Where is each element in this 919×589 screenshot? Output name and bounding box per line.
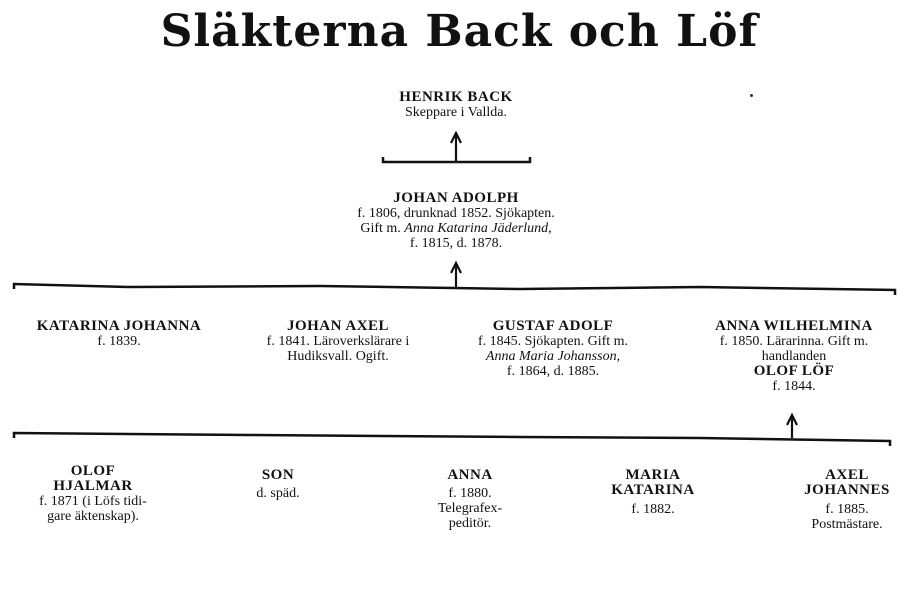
person-info: peditör. (448, 516, 492, 531)
person-name: KATARINA (611, 482, 695, 498)
person-gustaf-adolf (448, 319, 658, 379)
person-anna (405, 468, 535, 531)
person-name: JOHANNES (804, 482, 890, 498)
person-info: f. 1845. Sjökapten. Gift m. (477, 334, 629, 349)
gen3-bracket (14, 433, 890, 446)
person-maria-katarina (588, 468, 718, 517)
marriage-prefix: Gift m. (360, 221, 401, 236)
person-info: Hudiksvall. Ogift. (287, 349, 389, 364)
person-axel-johannes (782, 468, 912, 532)
person-anna-wilhelmina (688, 319, 900, 394)
person-info: gare äktenskap). (47, 509, 139, 524)
person-olof-hjalmar (8, 464, 178, 524)
gen1-arrow (451, 133, 461, 162)
spouse-dates: f. 1864, d. 1885. (506, 364, 600, 379)
person-name: ANNA WILHELMINA (715, 318, 873, 334)
person-info: f. 1850. Lärarinna. Gift m. (719, 334, 869, 349)
person-johan-adolph (306, 191, 606, 251)
person-name: KATARINA JOHANNA (36, 318, 202, 334)
spouse-name: Anna Katarina Jäderlund, (404, 221, 552, 236)
person-henrik-back (356, 90, 556, 120)
person-info: Skeppare i Vallda. (405, 105, 507, 120)
gen2-arrow (451, 263, 461, 287)
person-name: JOHAN ADOLPH (393, 190, 519, 206)
person-info: f. 1885. (825, 502, 869, 517)
person-name: MARIA (625, 467, 681, 483)
person-johan-axel (238, 319, 438, 364)
person-name: JOHAN AXEL (286, 318, 390, 334)
spouse-name: Anna Maria Johansson, (485, 349, 621, 364)
person-info: Postmästare. (811, 517, 883, 532)
spouse-dates: f. 1844. (772, 379, 816, 394)
person-son (218, 468, 338, 501)
person-info: f. 1841. Läroverkslärare i (266, 334, 410, 349)
person-katarina-johanna (8, 319, 230, 349)
person-name: AXEL (825, 467, 869, 483)
person-info: f. 1871 (i Löfs tidi- (39, 494, 147, 509)
person-name: ANNA (447, 467, 493, 483)
person-info: d. späd. (256, 486, 300, 501)
person-info: Telegrafex- (437, 501, 503, 516)
person-marriage (306, 221, 606, 236)
speck (750, 94, 753, 97)
person-info: handlanden (761, 349, 827, 364)
person-name: OLOF (70, 463, 116, 479)
gen2-bracket (14, 284, 895, 295)
person-info: f. 1880. (448, 486, 492, 501)
person-name: SON (261, 467, 295, 483)
person-name: GUSTAF ADOLF (492, 318, 614, 334)
person-info: f. 1882. (631, 502, 675, 517)
person-name: HJALMAR (53, 478, 133, 494)
gen3-arrow (787, 415, 797, 438)
page-title: Släkterna Back och Löf (160, 6, 759, 57)
person-name: HENRIK BACK (399, 89, 513, 105)
spouse-name: OLOF LÖF (753, 363, 835, 379)
spouse-dates: f. 1815, d. 1878. (409, 236, 503, 251)
person-info: f. 1839. (97, 334, 141, 349)
person-info: f. 1806, drunknad 1852. Sjökapten. (357, 206, 555, 221)
